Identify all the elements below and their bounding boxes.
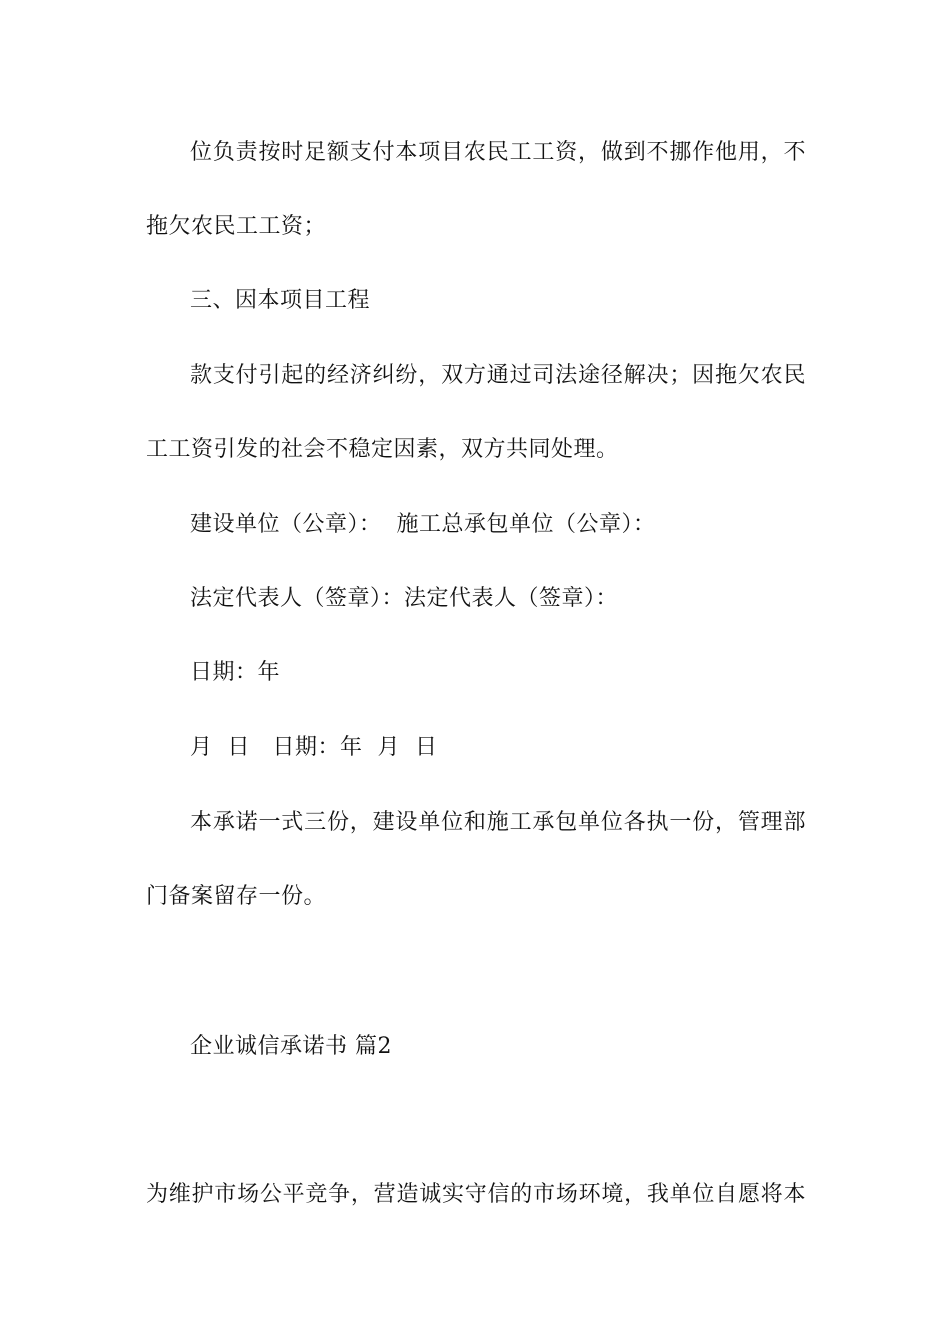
paragraph-line: 工工资引发的社会不稳定因素，双方共同处理。 — [146, 437, 619, 462]
paragraph-line: 拖欠农民工工资； — [146, 214, 327, 239]
section-title: 企业诚信承诺书 篇2 — [190, 1034, 392, 1059]
paragraph-line: 为维护市场公平竞争，营造诚实守信的市场环境，我单位自愿将本 — [146, 1182, 806, 1207]
date-line: 月 日 日期：年 月 日 — [190, 735, 438, 760]
date-line: 日期：年 — [190, 660, 281, 685]
signature-representative-line: 法定代表人（签章）：法定代表人（签章）： — [190, 586, 619, 611]
paragraph-line: 位负责按时足额支付本项目农民工工资，做到不挪作他用，不 — [190, 140, 806, 165]
paragraph-line: 门备案留存一份。 — [146, 884, 327, 909]
section-heading: 三、因本项目工程 — [190, 288, 371, 313]
paragraph-line: 款支付引起的经济纠纷，双方通过司法途径解决；因拖欠农民 — [190, 363, 806, 388]
signature-unit-line: 建设单位（公章）： 施工总承包单位（公章）： — [190, 512, 656, 537]
paragraph-line: 本承诺一式三份，建设单位和施工承包单位各执一份，管理部 — [190, 810, 806, 835]
